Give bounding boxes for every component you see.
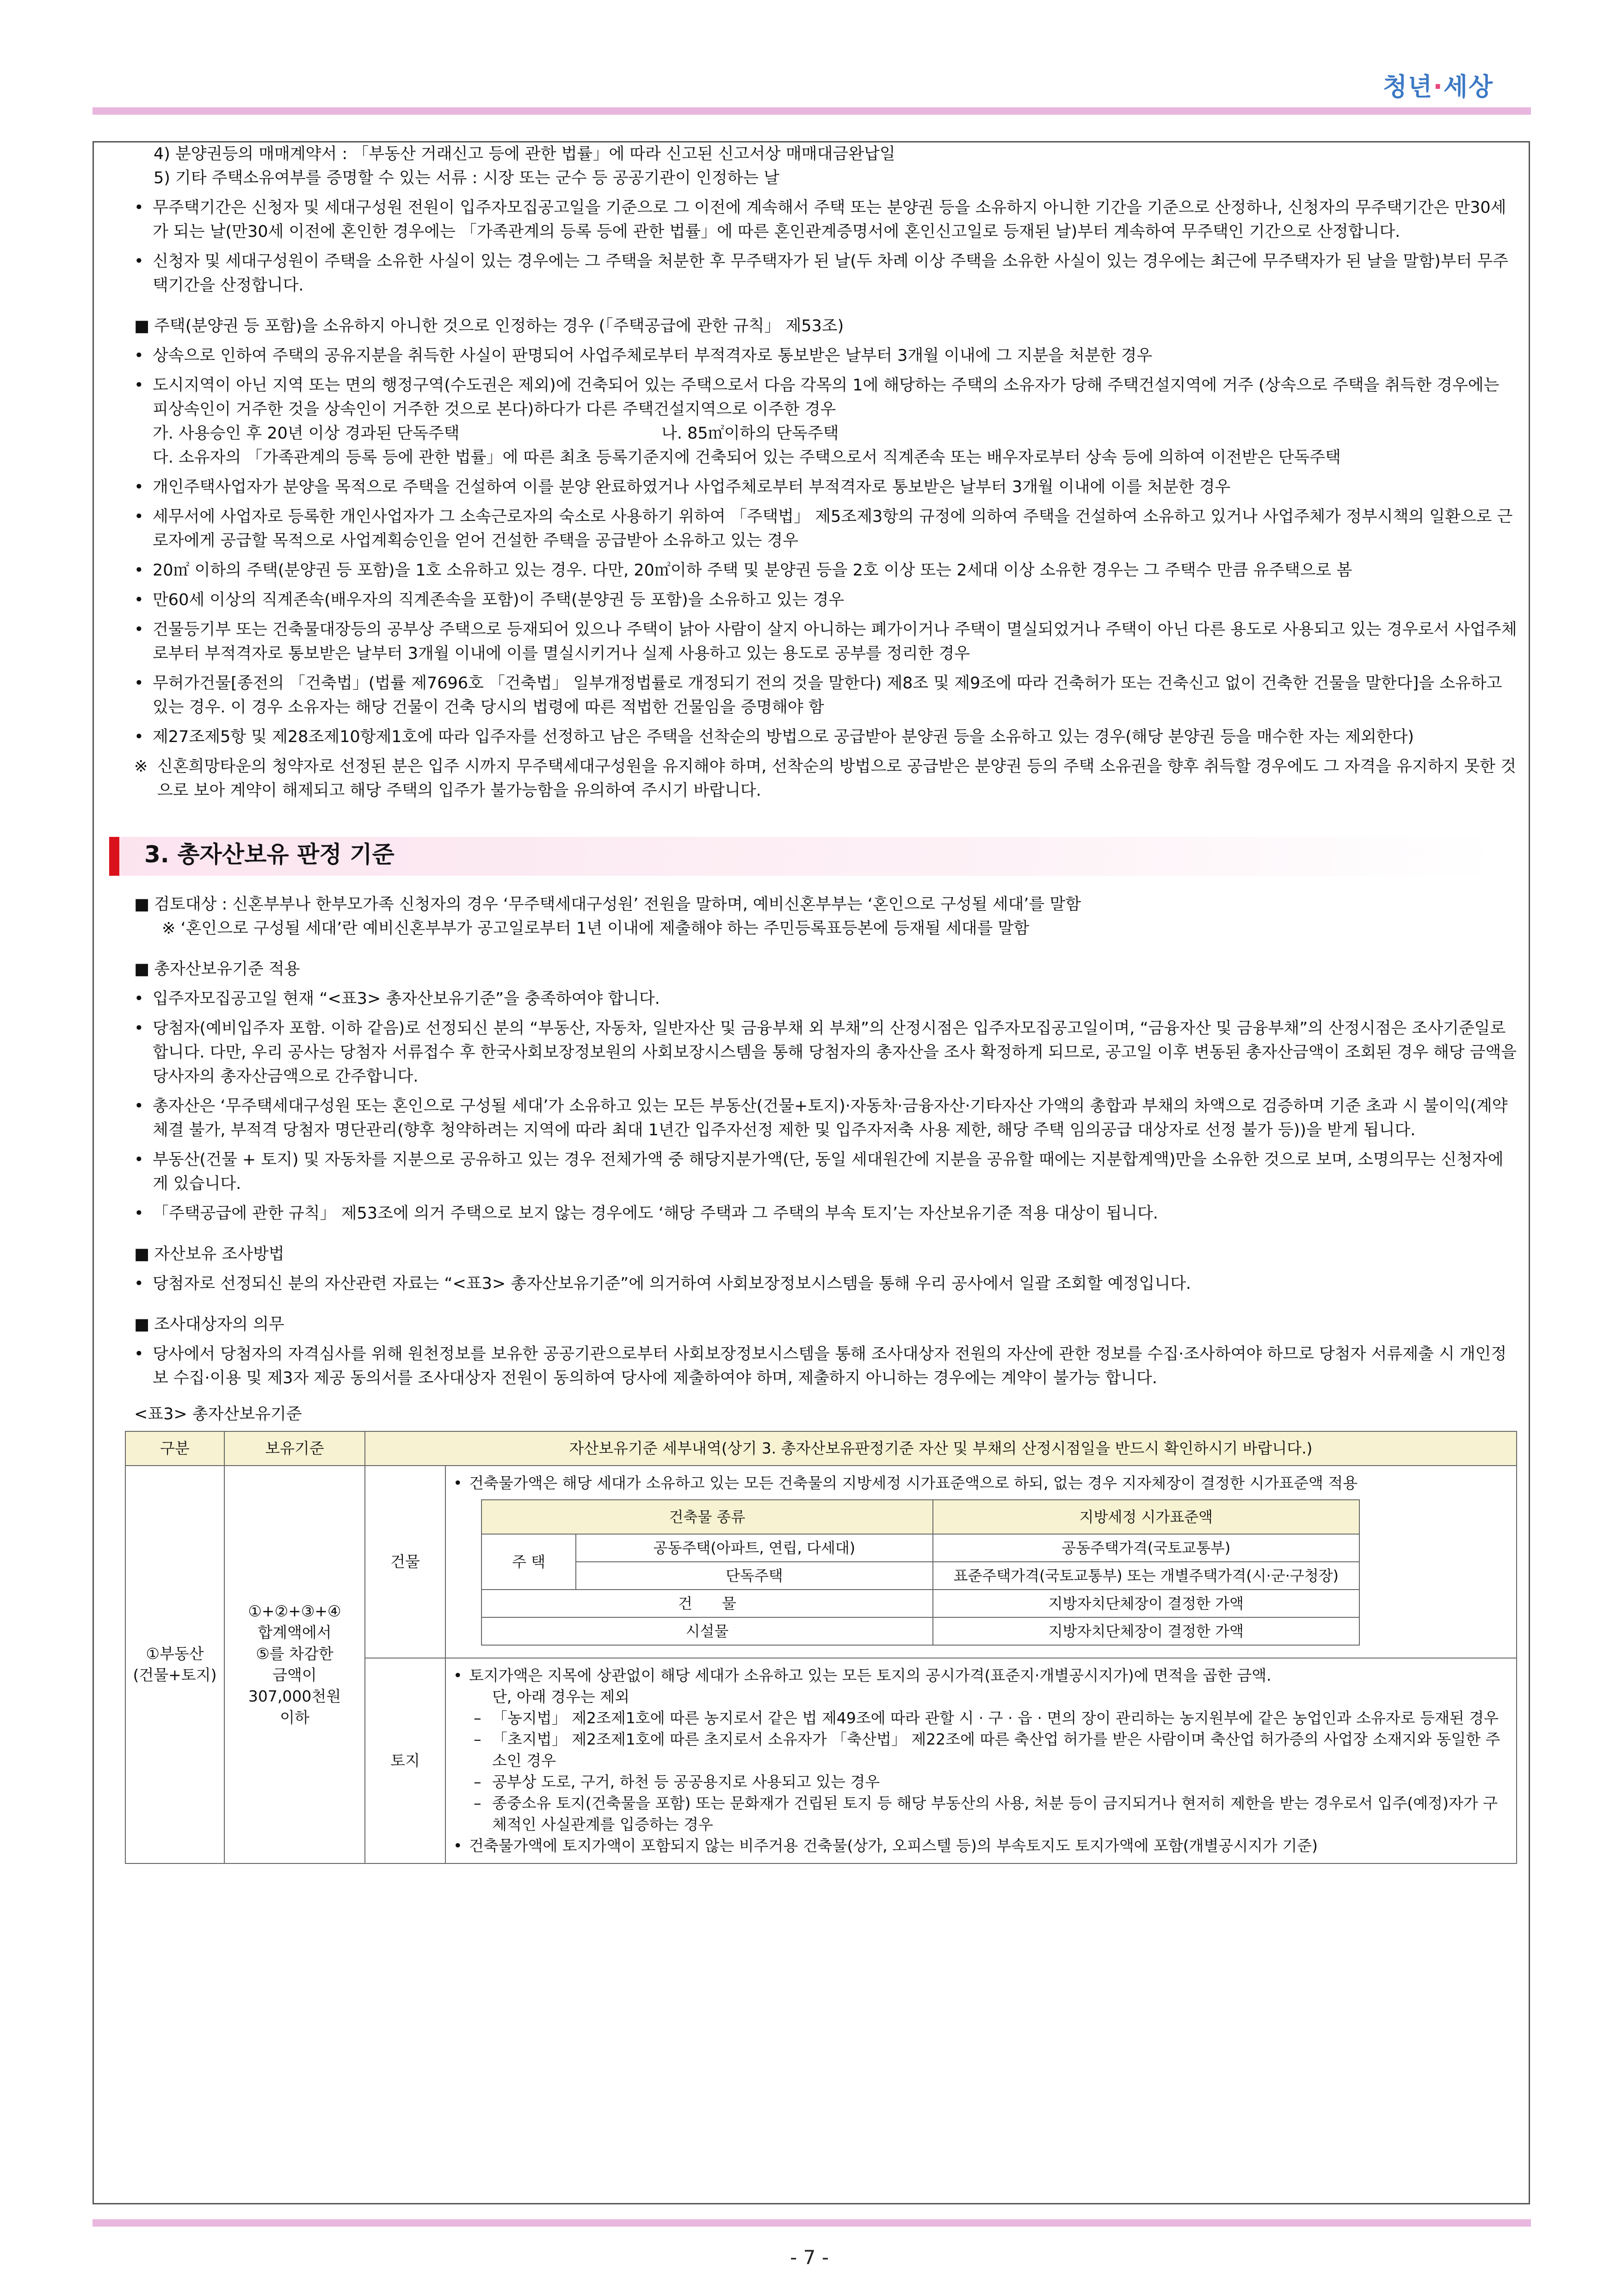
bullet-business-dorm: • 세무서에 사업자로 등록한 개인사업자가 그 소속근로자의 숙소로 사용하기 위하여 「주택법」 제5조제3항의 규정에 의하여 주택을 건설하여 소유하고 있거나 사업주체가 정부시책의 일환으로 근로자에게 공급할 목적으로 사업계획승인을 얻어 건설한 주택을 공급받아 소유하고 있는 경우 (134, 505, 1517, 553)
sub-items-ga-na (134, 421, 1517, 446)
cell-real-estate: ①부동산 (건물+토지) (125, 1466, 224, 1863)
building-value-table: 건축물 종류 지방세정 시가표준액 주 택 공동주택(아파트, 연립, 다세대) 공동주택가격(국토교통부) 단독주택 표준주택가격(국토교통부) 또는 개별주택가격(시·군·구청장) 건 물 지방자치단체장이 결정한 가액 시설물 지방자치단체장이 결정한 가액 (481, 1499, 1360, 1646)
bullet-no-house-period: • 무주택기간은 신청자 및 세대구성원 전원이 입주자모집공고일을 기준으로 그 이전에 계속해서 주택 또는 분양권 등을 소유하지 아니한 기간을 기준으로 산정하나, 신청자의 무주택기간은 만30세가 되는 날(만30세 이전에 혼인한 경우에는 「가족관계의 등록 등에 관한 법률」에 따른 혼인관계증명서에 혼인신고일로 등재된 날)부터 계속하여 무주택인 기간으로 산정합니다. (134, 196, 1517, 244)
col-header-detail: 자산보유기준 세부내역(상기 3. 총자산보유판정기준 자산 및 부채의 산정시점일을 반드시 확인하시기 바랍니다.) (365, 1431, 1517, 1466)
top-rule (93, 107, 1531, 115)
reference-note-newlywed-town: ※ 신혼희망타운의 청약자로 선정된 분은 입주 시까지 무주택세대구성원을 유지해야 하며, 선착순의 방법으로 공급받은 분양권 등의 주택 소유권을 향후 취득할 경우에도 그 자격을 유지하지 못한 것으로 보아 계약이 해제되고 해당 주택의 입주가 불가능함을 유의하여 주시기 바랍니다. (134, 755, 1517, 803)
survey-heading: ■ 자산보유 조사방법 (134, 1245, 284, 1263)
building-note: • 건축물가액은 해당 세대가 소유하고 있는 모든 건축물의 지방세정 시가표준액으로 하되, 없는 경우 지자체장이 결정한 시가표준액 적용 (453, 1473, 1509, 1494)
bullet-owned-house: • 신청자 및 세대구성원이 주택을 소유한 사실이 있는 경우에는 그 주택을 처분한 후 무주택자가 된 날(두 차례 이상 주택을 소유한 사실이 있는 경우에는 최근에 무주택자가 된 날을 말함)부터 무주택기간을 산정합니다. (134, 249, 1517, 297)
section-3-header (109, 837, 1497, 876)
section-3-title: 3. 총자산보유 판정 기준 (144, 841, 395, 868)
land-exception: 단, 아래 경우는 제외 (492, 1688, 629, 1706)
sub-item-da: 다. 소유자의 「가족관계의 등록 등에 관한 법률」에 따른 최초 등록기준지에 건축되어 있는 주택으로서 직계존속 또는 배우자로부터 상속 등에 의하여 이전받은 단독주택 (153, 448, 1341, 467)
bullet-non-urban: • 도시지역이 아닌 지역 또는 면의 행정구역(수도권은 제외)에 건축되어 있는 주택으로서 다음 각목의 1에 해당하는 주택의 소유자가 당해 주택건설지역에 거주 (상속으로 주택을 취득한 경우에는 피상속인이 거주한 것을 상속인이 거주한 것으로 본다)하다가 다른 주택건설지역으로 이주한 경우 (134, 373, 1517, 421)
bottom-rule (93, 2219, 1531, 2227)
bullet-inheritance: • 상속으로 인하여 주택의 공유지분을 취득한 사실이 판명되어 사업주체로부터 부적격자로 통보받은 날부터 3개월 이내에 그 지분을 처분한 경우 (134, 344, 1517, 368)
bullet-abandoned-house: • 건물등기부 또는 건축물대장등의 공부상 주택으로 등재되어 있으나 주택이 낡아 사람이 살지 아니하는 폐가이거나 주택이 멸실되었거나 주택이 아닌 다른 용도로 사용되고 있는 경우로서 사업주체로부터 부적격자로 통보받은 날부터 3개월 이내에 이를 멸실시키거나 실제 사용하고 있는 용도로 공부를 정리한 경우 (134, 618, 1517, 666)
list-item-5: 5) 기타 주택소유여부를 증명할 수 있는 서류 : 시장 또는 군수 등 공공기관이 인정하는 날 (154, 169, 780, 187)
land-exception-4: – 종중소유 토지(건축물을 포함) 또는 문화재가 건립된 토지 등 해당 부동산의 사용, 처분 등이 금지되거나 현저히 제한을 받는 경우로서 입주(예정)자가 구체적인 사실관계를 입증하는 경우 (453, 1793, 1509, 1835)
list-item-4: 4) 분양권등의 매매계약서 : 「부동산 거래신고 등에 관한 법률」에 따라 신고된 신고서상 매매대금완납일 (154, 145, 895, 163)
inner-header-value: 지방세정 시가표준액 (933, 1500, 1359, 1534)
apply-bullet-2: • 당첨자(예비입주자 포함. 이하 같음)로 선정되신 분의 “부동산, 자동차, 일반자산 및 금융부채 외 부채”의 산정시점은 입주자모집공고일이며, “금융자산 및 금융부채”의 산정시점은 조사기준일로 합니다. 다만, 우리 공사는 당첨자 서류접수 후 한국사회보장정보원의 사회보장시스템을 통해 당첨자의 총자산을 조사 확정하게 되므로, 공고일 이후 변동된 총자산금액이 조회된 경우 해당 금액을 당사자의 총자산금액으로 간주합니다. (134, 1016, 1517, 1089)
apply-bullet-4: • 부동산(건물 + 토지) 및 자동차를 지분으로 공유하고 있는 경우 전체가액 중 해당지분가액(단, 동일 세대원간에 지분을 공유할 때에는 지분합계액)만을 소유한 것으로 보며, 소명의무는 신청자에게 있습니다. (134, 1148, 1517, 1196)
survey-bullet-1: • 당첨자로 선정되신 분의 자산관련 자료는 “<표3> 총자산보유기준”에 의거하여 사회보장정보시스템을 통해 우리 공사에서 일괄 조회할 예정입니다. (134, 1272, 1517, 1296)
land-exception-3: – 공부상 도로, 구거, 하천 등 공공용지로 사용되고 있는 경우 (453, 1771, 1509, 1793)
section-heading-not-owned: ■ 주택(분양권 등 포함)을 소유하지 아니한 것으로 인정하는 경우 (「주택공급에 관한 규칙」 제53조) (134, 317, 844, 335)
col-header-kind: 구분 (125, 1431, 224, 1466)
bullet-private-builder: • 개인주택사업자가 분양을 목적으로 주택을 건설하여 이를 분양 완료하였거나 사업주체로부터 부적격자로 통보받은 날부터 3개월 이내에 이를 처분한 경우 (134, 475, 1517, 499)
apply-bullet-3: • 총자산은 ‘무주택세대구성원 또는 혼인으로 구성될 세대’가 소유하고 있는 모든 부동산(건물+토지)·자동차·금융자산·기타자산 가액의 총합과 부채의 차액으로 검증하며 기준 초과 시 불이익(계약체결 불가, 부적격 당첨자 명단관리(향후 청약하려는 지역에 따라 최대 1년간 입주자선정 제한 및 입주자저축 사용 제한, 해당 주택 임의공급 대상자로 선정 불가 등))을 받게 됩니다. (134, 1094, 1517, 1142)
cell-building-label: 건물 (365, 1466, 445, 1658)
square-icon: ■ (134, 317, 150, 335)
cell-land-detail (445, 1658, 1517, 1863)
bullet-elderly-parent: • 만60세 이상의 직계존속(배우자의 직계존속을 포함)이 주택(분양권 등 포함)을 소유하고 있는 경우 (134, 588, 1517, 612)
table-caption: <표3> 총자산보유기준 (134, 1405, 302, 1423)
land-note: • 토지가액은 지목에 상관없이 해당 세대가 소유하고 있는 모든 토지의 공시가격(표준지·개별공시지가)에 면적을 곱한 금액. (453, 1665, 1509, 1686)
col-header-standard: 보유기준 (224, 1431, 365, 1466)
review-target: ■ 검토대상 : 신혼부부나 한부모가족 신청자의 경우 ‘무주택세대구성원’ 전원을 말하며, 예비신혼부부는 ‘혼인으로 구성될 세대’를 말함 (134, 895, 1081, 914)
logo-text-a: 청년 (1383, 72, 1433, 101)
bullet-small-house: • 20㎡ 이하의 주택(분양권 등 포함)을 1호 소유하고 있는 경우. 다만, 20㎡이하 주택 및 분양권 등을 2호 이상 또는 2세대 이상 소유한 경우는 그 주택수 만큼 유주택으로 봄 (134, 558, 1517, 582)
logo (1383, 67, 1531, 109)
asset-criteria-table (125, 1431, 1517, 1864)
page-number: - 7 - (790, 2246, 829, 2269)
land-last-note: • 건축물가액에 토지가액이 포함되지 않는 비주거용 건축물(상가, 오피스텔 등)의 부속토지도 토지가액에 포함(개별공시지가 기준) (453, 1835, 1509, 1857)
page-content (134, 142, 1517, 1864)
cell-building-detail (445, 1466, 1517, 1658)
cell-standard: ①+②+③+④ 합계액에서 ⑤를 차감한 금액이 307,000천원 이하 (224, 1466, 365, 1863)
inner-header-type: 건축물 종류 (481, 1500, 933, 1534)
duty-heading: ■ 조사대상자의 의무 (134, 1315, 284, 1334)
section-bar (109, 837, 119, 876)
land-exception-2: – 「초지법」 제2조제1호에 따른 초지로서 소유자가 「축산법」 제22조에 따른 축산업 허가를 받은 사람이며 축산업 허가증의 사업장 소재지와 동일한 주소인 경우 (453, 1729, 1509, 1771)
logo-text-b: · (1433, 72, 1444, 101)
land-exception-1: – 「농지법」 제2조제1호에 따른 농지로서 같은 법 제49조에 따라 관할 시 · 구 · 읍 · 면의 장이 관리하는 농지원부에 같은 농업인과 소유자로 등재된 경우 (453, 1708, 1509, 1729)
review-target-note: ※ ‘혼인으로 구성될 세대’란 예비신혼부부가 공고일로부터 1년 이내에 제출해야 하는 주민등록표등본에 등재될 세대를 말함 (162, 919, 1030, 938)
inner-house-label: 주 택 (481, 1534, 576, 1590)
logo-text-c: 세상 (1443, 72, 1494, 101)
bullet-first-come: • 제27조제5항 및 제28조제10항제1호에 따라 입주자를 선정하고 남은 주택을 선착순의 방법으로 공급받아 분양권 등을 소유하고 있는 경우(해당 분양권 등을 매수한 자는 제외한다) (134, 725, 1517, 749)
sub-item-ga: 가. 사용승인 후 20년 이상 경과된 단독주택 (153, 424, 460, 443)
apply-bullet-5: • 「주택공급에 관한 규칙」 제53조에 의거 주택으로 보지 않는 경우에도 ‘해당 주택과 그 주택의 부속 토지’는 자산보유기준 적용 대상이 됩니다. (134, 1201, 1517, 1225)
cell-land-label: 토지 (365, 1658, 445, 1863)
bullet-unlicensed-building: • 무허가건물[종전의 「건축법」(법률 제7696호 「건축법」 일부개정법률로 개정되기 전의 것을 말한다) 제8조 및 제9조에 따라 건축허가 또는 건축신고 없이 건축한 건물을 말한다]을 소유하고 있는 경우. 이 경우 소유자는 해당 건물이 건축 당시의 법령에 따른 적법한 건물임을 증명해야 함 (134, 671, 1517, 719)
sub-item-na: 나. 85㎡이하의 단독주택 (661, 424, 839, 443)
apply-bullet-1: • 입주자모집공고일 현재 “<표3> 총자산보유기준”을 충족하여야 합니다. (134, 987, 1517, 1011)
duty-bullet-1: • 당사에서 당첨자의 자격심사를 위해 원천정보를 보유한 공공기관으로부터 사회보장정보시스템을 통해 조사대상자 전원의 자산에 관한 정보를 수집·조사하여야 하므로 당첨자 서류제출 시 개인정보 수집·이용 및 제3자 제공 동의서를 조사대상자 전원이 동의하여 당사에 제출하여야 하며, 제출하지 아니하는 경우에는 계약이 불가능 합니다. (134, 1342, 1517, 1390)
apply-heading: ■ 총자산보유기준 적용 (134, 960, 300, 978)
